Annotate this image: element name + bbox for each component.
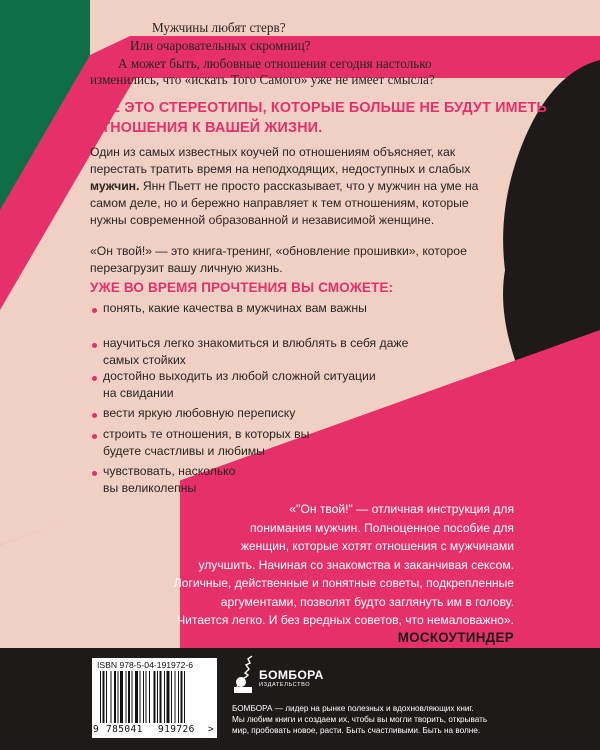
barcode-bar	[111, 671, 112, 723]
barcode-bar	[171, 671, 172, 723]
bullet-dot	[92, 471, 97, 476]
publisher-sub: ИЗДАТЕЛЬСТВО	[259, 682, 311, 688]
barcode-bar	[118, 671, 119, 723]
barcode-bar	[143, 671, 144, 723]
intro-line-4: изменились, что «искать Того Самого» уже не имеет смысла?	[90, 72, 435, 87]
bomb-icon	[232, 655, 256, 693]
barcode-bar	[175, 671, 176, 723]
barcode-bar	[149, 671, 150, 723]
barcode-bar	[126, 671, 127, 723]
headline-line-1: ВСЕ ЭТО СТЕРЕОТИПЫ, КОТОРЫЕ БОЛЬШЕ НЕ БУДУТ ИМЕТЬ	[90, 100, 547, 116]
barcode-bar	[103, 671, 105, 723]
bullet-dot	[92, 308, 97, 313]
publisher-logo	[232, 655, 392, 695]
bullet-dot	[92, 343, 97, 348]
barcode-bar	[114, 671, 116, 723]
bullet-dot	[92, 376, 97, 381]
training-paragraph: «Он твой!» — это книга-тренинг, «обновление прошивки», которое перезагрузит вашу личную жизнь.	[90, 244, 467, 275]
barcode-bar	[157, 671, 158, 723]
barcode-bar	[106, 671, 107, 723]
barcode-bar	[146, 671, 147, 723]
barcode-digits-left: 785041	[106, 724, 143, 735]
barcode-bar	[181, 671, 183, 723]
bullet-item-6: чувствовать, насколько вы великолепны	[103, 464, 236, 495]
barcode-bar	[120, 671, 123, 723]
barcode-bar	[167, 671, 170, 723]
bullet-item-4: вести яркую любовную переписку	[103, 406, 296, 420]
intro-line-1: Мужчины любят стерв?	[152, 20, 286, 35]
isbn-text: ISBN 978-5-04-191972-6	[97, 660, 194, 670]
barcode-bar	[140, 671, 141, 723]
barcode-bar	[154, 671, 156, 723]
description-paragraph: Один из самых известных коучей по отношениям объясняет, как перестать тратить время на неподходящих, недоступных и слабых мужчин. Янн Пьетт не просто рассказывает, что у мужчин на уме на самом деле, но и бережно направляет к тем отношениям, которые нужны современной образованной и независимой женщине.	[90, 145, 479, 227]
barcode-bar	[164, 671, 165, 723]
barcode-end-mark: >	[208, 724, 214, 735]
barcode-bar	[128, 671, 130, 723]
barcode	[97, 671, 212, 723]
review-quote: «"Он твой!" — отличная инструкция для понимания мужчин. Полноценное пособие для женщин, которые хотят отношения с мужчинами улучшить. Начиная со знакомства и заканчивая сексом. Логичные, действенные и понятные советы, подкрепленные аргументами, позволят будто заглянуть им в голову. Читается легко. И без вредных советов, что немаловажно».	[173, 502, 514, 627]
barcode-bar	[184, 671, 185, 723]
bullet-item-5: строить те отношения, в которых вы будете счастливы и любимы	[103, 427, 310, 458]
publisher-name: БОМБОРА	[259, 668, 324, 682]
bullet-item-2: научиться легко знакомиться и влюблять в себя даже самых стойких	[103, 336, 409, 367]
intro-line-2: Или очаровательных скромниц?	[130, 38, 311, 53]
barcode-bar	[178, 671, 179, 723]
skills-subheading: УЖЕ ВО ВРЕМЯ ПРОЧТЕНИЯ ВЫ СМОЖЕТЕ:	[90, 280, 394, 295]
intro-line-3: А может быть, любовные отношения сегодня настолько	[118, 56, 432, 71]
barcode-digits-right: 919726	[158, 724, 195, 735]
headline-line-2: ОТНОШЕНИЯ К ВАШЕЙ ЖИЗНИ.	[90, 120, 323, 136]
barcode-digit-first: 9	[93, 724, 99, 735]
bullet-dot	[92, 413, 97, 418]
bullet-item-1: понять, какие качества в мужчинах вам важны	[103, 301, 367, 315]
barcode-bar	[100, 671, 101, 723]
review-author: МОСКОУТИНДЕР	[397, 630, 514, 645]
barcode-area	[92, 658, 217, 738]
barcode-bar	[160, 671, 162, 723]
publisher-blurb: БОМБОРА — лидер на рынке полезных и вдохновляющих книг. Мы любим книги и создаем их, чтобы вы могли творить, открывать мир, пробовать новое, расти. Быть счастливыми. Быть на волне.	[232, 704, 488, 735]
bullet-item-3: достойно выходить из любой сложной ситуации на свидании	[103, 369, 376, 400]
barcode-bar	[132, 671, 133, 723]
bullet-dot	[92, 434, 97, 439]
barcode-bar	[135, 671, 138, 723]
